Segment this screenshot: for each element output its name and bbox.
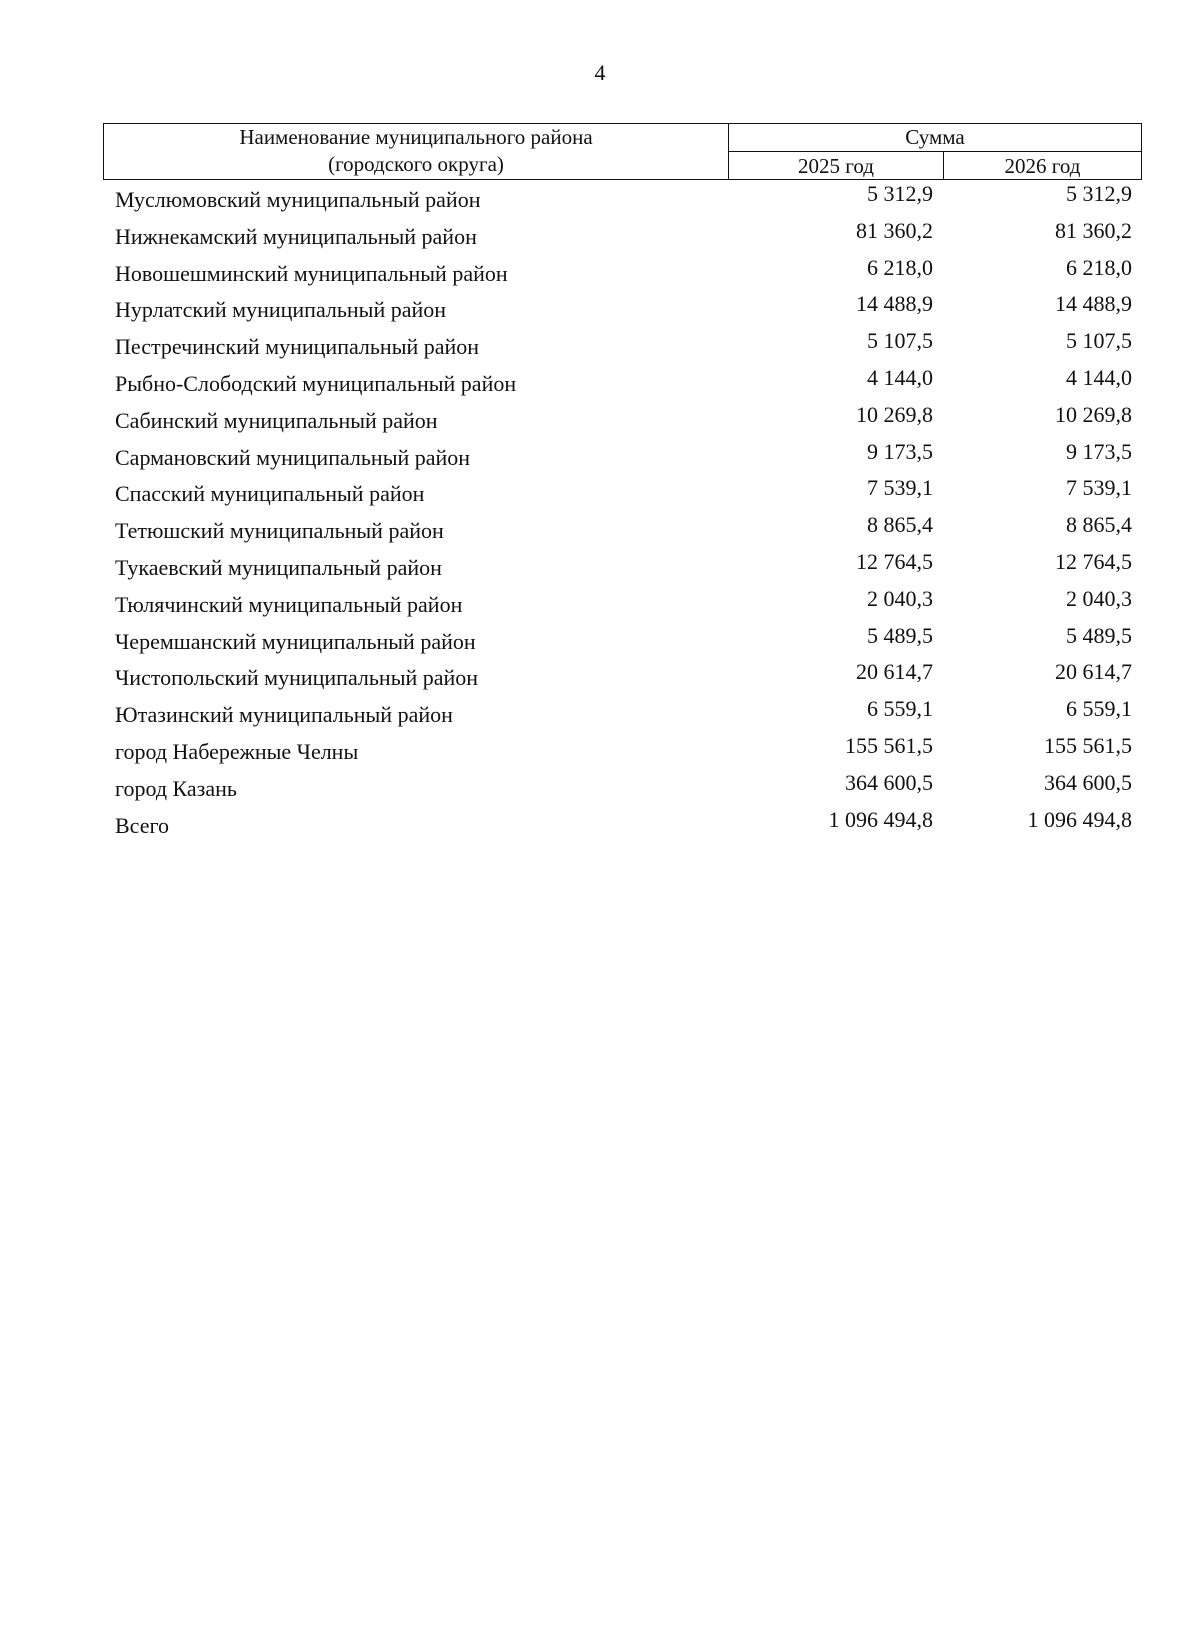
district-name: Нижнекамский муниципальный район xyxy=(115,223,477,249)
table-row xyxy=(103,365,1142,402)
amount-2026: 2 040,3 xyxy=(1066,585,1132,611)
table-row xyxy=(103,623,1142,660)
amount-2025: 5 312,9 xyxy=(867,181,933,206)
district-name: Рыбно-Слободский муниципальный район xyxy=(115,370,517,396)
amount-2026: 6 559,1 xyxy=(1066,696,1132,722)
amount-2025: 20 614,7 xyxy=(856,659,933,685)
column-header-sum: Сумма xyxy=(729,124,1141,152)
district-name: Тетюшский муниципальный район xyxy=(115,518,444,544)
amount-2026: 364 600,5 xyxy=(1044,769,1132,795)
column-header-2026: 2026 год xyxy=(1004,154,1081,178)
amount-2025: 81 360,2 xyxy=(856,217,933,243)
amount-2025: 4 144,0 xyxy=(867,364,933,390)
table-row xyxy=(103,807,1142,844)
amount-2025: 364 600,5 xyxy=(845,769,933,795)
amount-2026: 5 107,5 xyxy=(1066,328,1132,354)
amount-2026: 1 096 494,8 xyxy=(1027,806,1132,832)
amount-2026: 10 269,8 xyxy=(1055,401,1132,427)
amount-2026: 5 489,5 xyxy=(1066,622,1132,648)
amount-2026: 5 312,9 xyxy=(1066,181,1132,206)
table-row xyxy=(103,328,1142,365)
amount-2026: 9 173,5 xyxy=(1066,438,1132,464)
table-row xyxy=(103,696,1142,733)
amount-2025: 155 561,5 xyxy=(845,732,933,758)
amount-2025: 6 559,1 xyxy=(867,696,933,722)
table-row xyxy=(103,733,1142,770)
amount-2026: 6 218,0 xyxy=(1066,254,1132,280)
district-name: Чистопольский муниципальный район xyxy=(115,665,479,691)
district-name: Пестречинский муниципальный район xyxy=(115,334,480,360)
amount-2025: 7 539,1 xyxy=(867,475,933,501)
table-row xyxy=(103,291,1142,328)
district-name: Сармановский муниципальный район xyxy=(115,444,471,470)
amount-2025: 1 096 494,8 xyxy=(828,806,933,832)
amount-2026: 20 614,7 xyxy=(1055,659,1132,685)
table-row xyxy=(103,549,1142,586)
table-row xyxy=(103,218,1142,255)
table-row xyxy=(103,439,1142,476)
amount-2026: 7 539,1 xyxy=(1066,475,1132,501)
table-row xyxy=(103,255,1142,292)
amount-2025: 5 489,5 xyxy=(867,622,933,648)
amount-2025: 8 865,4 xyxy=(867,512,933,538)
amount-2025: 6 218,0 xyxy=(867,254,933,280)
amount-2025: 5 107,5 xyxy=(867,328,933,354)
amount-2025: 12 764,5 xyxy=(856,548,933,574)
district-name: Нурлатский муниципальный район xyxy=(115,297,447,323)
amount-2026: 4 144,0 xyxy=(1066,364,1132,390)
amount-2025: 10 269,8 xyxy=(856,401,933,427)
table-row xyxy=(103,181,1142,218)
table-row xyxy=(103,659,1142,696)
district-name: Тюлячинский муниципальный район xyxy=(115,591,463,617)
amount-2025: 14 488,9 xyxy=(856,291,933,317)
column-header-2025: 2025 год xyxy=(729,152,944,180)
column-header-name-line2: (городского округа) xyxy=(328,152,504,176)
district-name: Всего xyxy=(115,812,169,838)
amount-2026: 12 764,5 xyxy=(1055,548,1132,574)
district-name: Спасский муниципальный район xyxy=(115,481,425,507)
table-row xyxy=(103,770,1142,807)
table-header xyxy=(103,123,1142,180)
amount-2026: 155 561,5 xyxy=(1044,732,1132,758)
amount-2025: 9 173,5 xyxy=(867,438,933,464)
district-name: город Набережные Челны xyxy=(115,738,359,764)
district-name: Новошешминский муниципальный район xyxy=(115,260,508,286)
amount-2026: 8 865,4 xyxy=(1066,512,1132,538)
amount-2026: 14 488,9 xyxy=(1055,291,1132,317)
amount-2025: 2 040,3 xyxy=(867,585,933,611)
amount-2026: 81 360,2 xyxy=(1055,217,1132,243)
district-name: город Казань xyxy=(115,775,237,801)
page-number: 4 xyxy=(594,60,606,85)
district-name: Черемшанский муниципальный район xyxy=(115,628,476,654)
column-header-name-line1: Наименование муниципального района xyxy=(239,125,593,149)
district-name: Ютазинский муниципальный район xyxy=(115,702,453,728)
table-row xyxy=(103,475,1142,512)
table-row xyxy=(103,512,1142,549)
district-name: Тукаевский муниципальный район xyxy=(115,554,442,580)
table-body xyxy=(103,181,1142,843)
column-header-name xyxy=(104,124,729,179)
table-row xyxy=(103,586,1142,623)
district-name: Сабинский муниципальный район xyxy=(115,407,438,433)
table-row xyxy=(103,402,1142,439)
district-name: Муслюмовский муниципальный район xyxy=(115,187,481,212)
